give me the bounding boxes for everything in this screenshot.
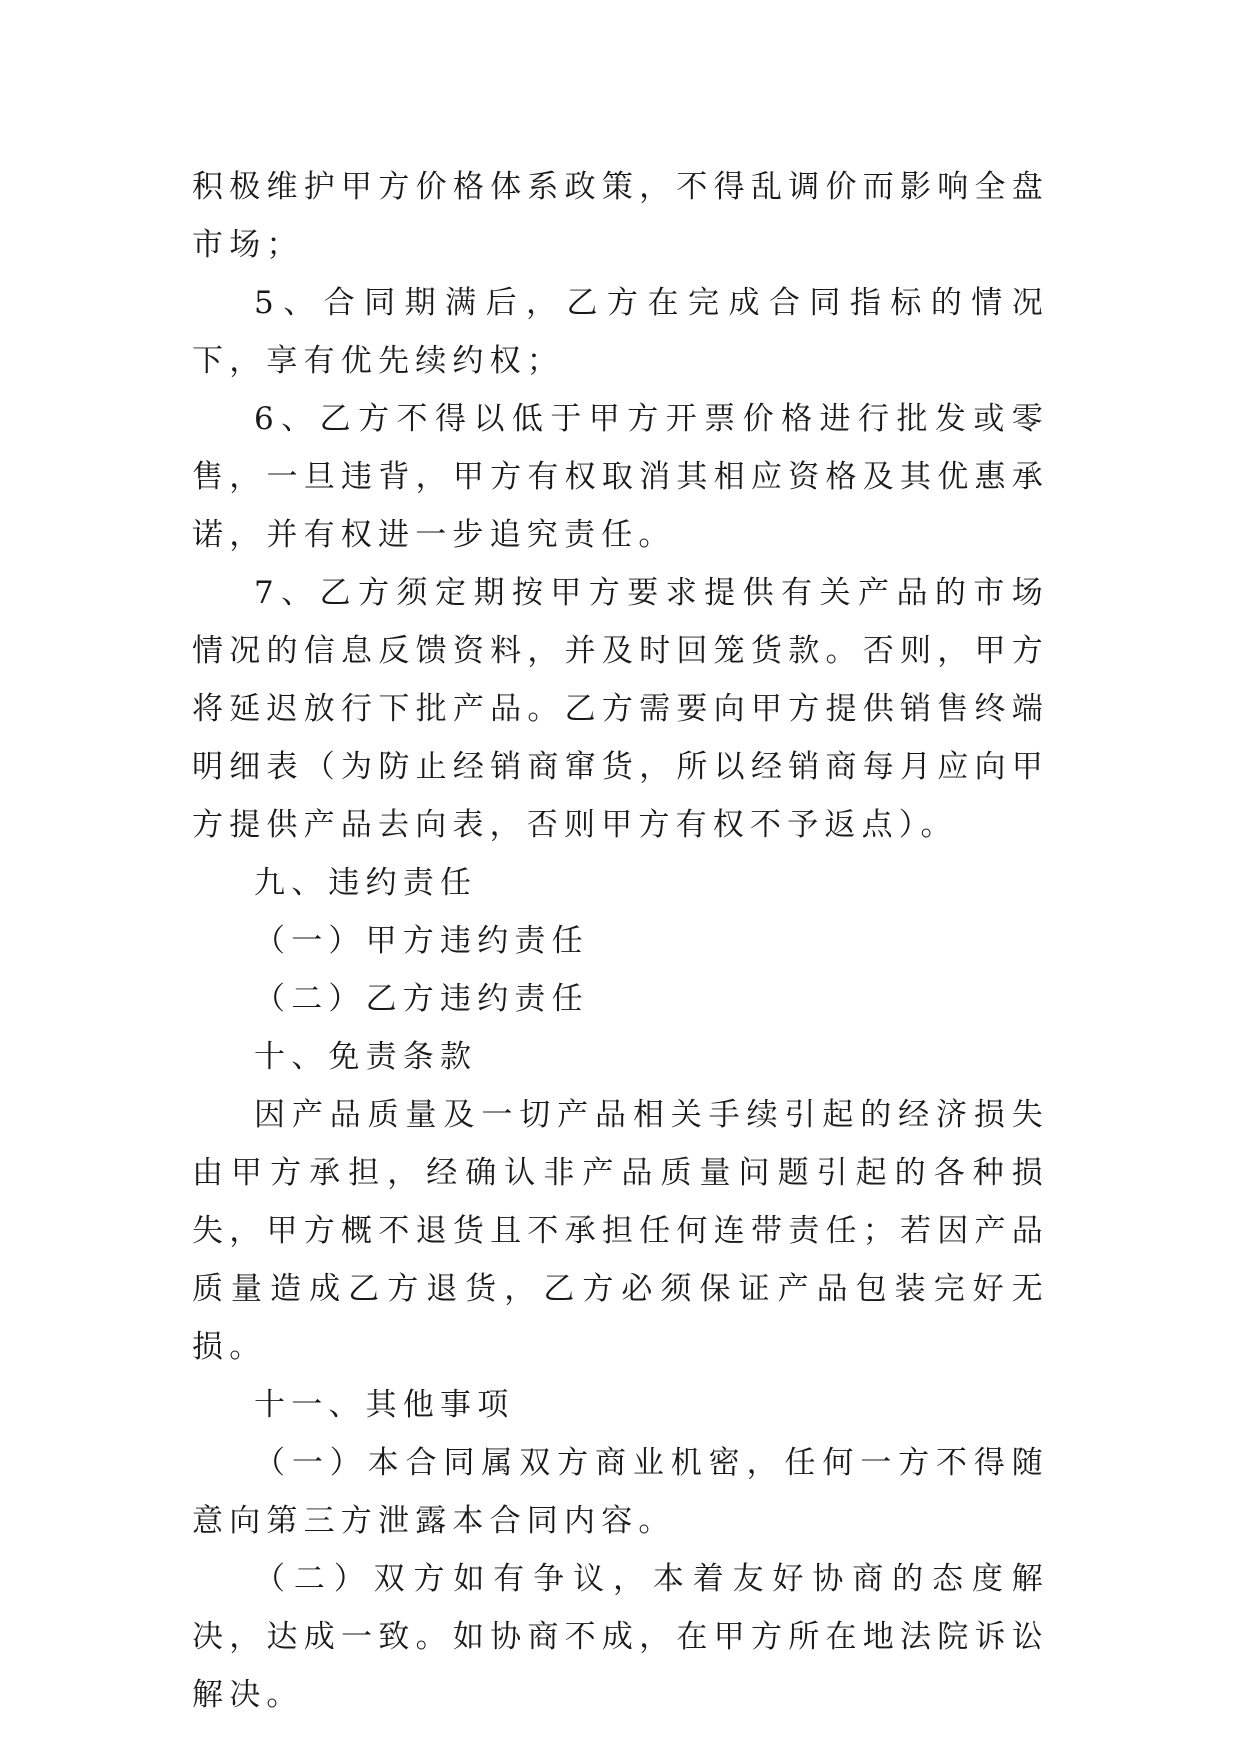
paragraph-disclaimer: 因产品质量及一切产品相关手续引起的经济损失由甲方承担，经确认非产品质量问题引起的各种损失，甲方概不退货且不承担任何连带责任；若因产品质量造成乙方退货，乙方必须保证产品包装完好无损。 bbox=[192, 1097, 1049, 1365]
paragraph-item-5: 5、合同期满后，乙方在完成合同指标的情况下，享有优先续约权； bbox=[192, 285, 1049, 379]
paragraph-confidentiality: （一）本合同属双方商业机密，任何一方不得随意向第三方泄露本合同内容。 bbox=[192, 1445, 1049, 1539]
paragraph-item-7: 7、乙方须定期按甲方要求提供有关产品的市场情况的信息反馈资料，并及时回笼货款。否则，甲方将延迟放行下批产品。乙方需要向甲方提供销售终端明细表（为防止经销商窜货，所以经销商每月应向甲方提供产品去向表，否则甲方有权不予返点）。 bbox=[192, 575, 1049, 843]
paragraph-item-6: 6、乙方不得以低于甲方开票价格进行批发或零售，一旦违背，甲方有权取消其相应资格及其优惠承诺，并有权进一步追究责任。 bbox=[192, 401, 1049, 553]
section-heading-other-matters: 十一、其他事项 bbox=[254, 1387, 515, 1423]
section-heading-disclaimer: 十、免责条款 bbox=[254, 1039, 478, 1075]
paragraph-dispute-resolution: （二）双方如有争议，本着友好协商的态度解决，达成一致。如协商不成，在甲方所在地法院诉讼解决。 bbox=[192, 1561, 1049, 1713]
document-body bbox=[192, 158, 1049, 1724]
subheading-party-b-breach: （二）乙方违约责任 bbox=[254, 981, 589, 1017]
section-heading-breach-liability: 九、违约责任 bbox=[254, 865, 478, 901]
paragraph-continuation: 积极维护甲方价格体系政策，不得乱调价而影响全盘市场； bbox=[192, 169, 1049, 263]
subheading-party-a-breach: （一）甲方违约责任 bbox=[254, 923, 589, 959]
